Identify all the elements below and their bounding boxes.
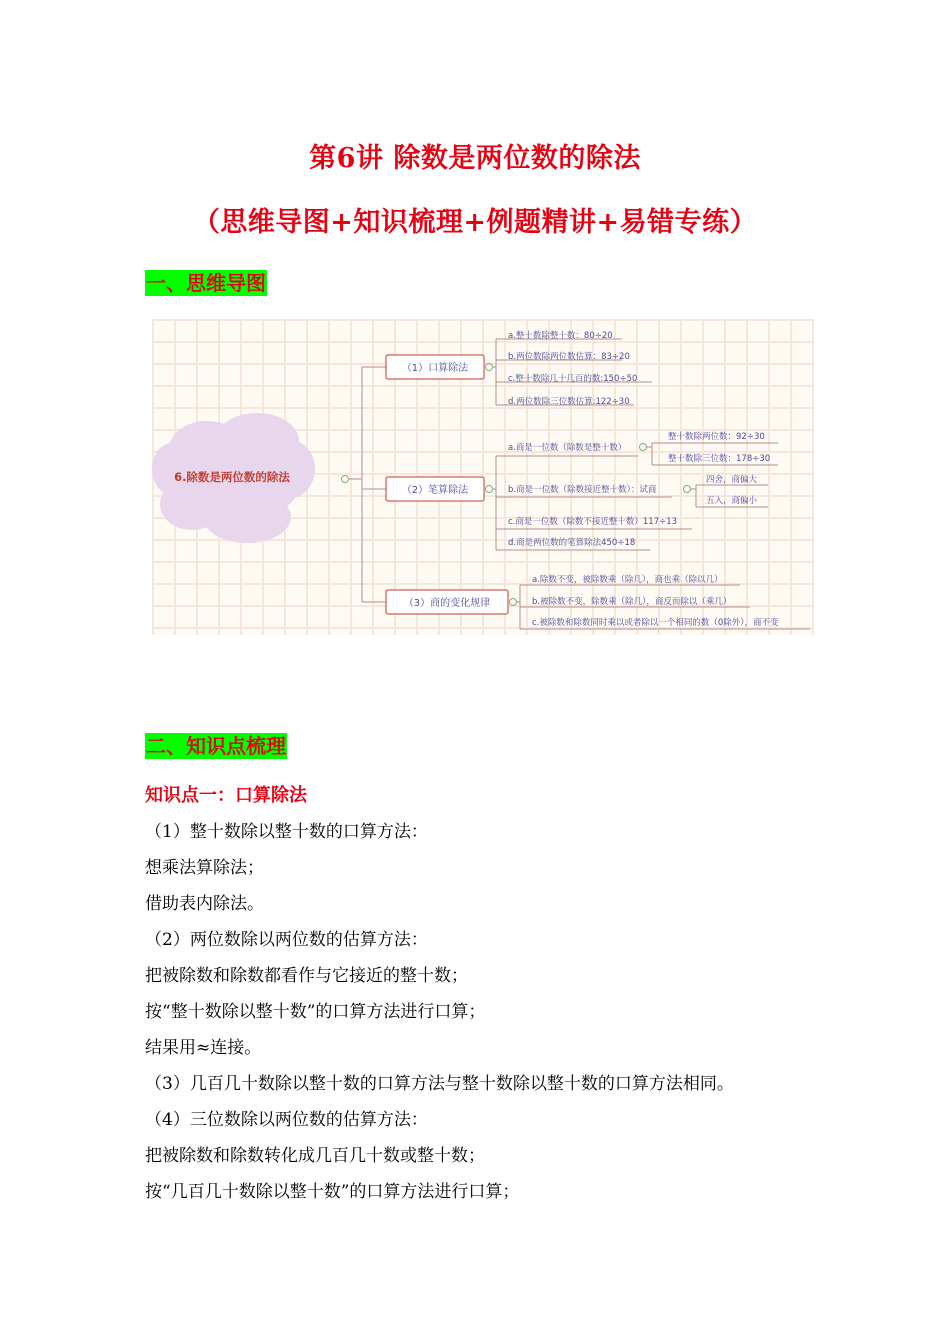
page-subtitle: （思维导图+知识梳理+例题精讲+易错专练） xyxy=(192,207,758,238)
branch-2-item-a: a.商是一位数（除数是整十数） xyxy=(508,443,627,453)
collapse-icon[interactable] xyxy=(640,444,647,451)
branch-2-sub-item: 整十数除三位数：178÷30 xyxy=(668,454,771,464)
branch-1-label: （1）口算除法 xyxy=(401,363,469,374)
branch-2-sub-item: 四舍，商偏大 xyxy=(706,475,758,485)
branch-3-item: a.除数不变，被除数乘（除几），商也乘（除以几） xyxy=(532,575,723,585)
branch-2-item-d: d.商是两位数的笔算除法450÷18 xyxy=(508,538,636,548)
knowledge-line: 按“几百几十数除以整十数”的口算方法进行口算； xyxy=(145,1182,520,1202)
knowledge-line: （3）几百几十数除以整十数的口算方法与整十数除以整十数的口算方法相同。 xyxy=(145,1074,734,1094)
branch-2-sub-item: 五入，商偏小 xyxy=(706,496,758,506)
branch-3-item: c.被除数和除数同时乘以或者除以一个相同的数（0除外），商不变 xyxy=(532,618,779,628)
section-heading-knowledge: 二、知识点梳理 xyxy=(146,734,286,758)
knowledge-line: （1）整十数除以整十数的口算方法： xyxy=(145,822,428,842)
branch-1-item: b.两位数除两位数估算：83÷20 xyxy=(508,352,630,362)
branch-1-item: c.整十数除几十几百的数:150÷50 xyxy=(508,374,638,384)
page-title: 第6讲 除数是两位数的除法 xyxy=(309,143,641,174)
knowledge-line: 结果用≈连接。 xyxy=(145,1038,262,1058)
collapse-icon[interactable] xyxy=(486,364,493,371)
root-label: 6.除数是两位数的除法 xyxy=(174,470,290,484)
section-heading-mindmap: 一、思维导图 xyxy=(146,271,266,295)
mind-map xyxy=(152,319,814,635)
branch-1-item: d.两位数除三位数估算:122÷30 xyxy=(508,397,630,407)
knowledge-line: 把被除数和除数都看作与它接近的整十数； xyxy=(145,966,468,986)
collapse-icon[interactable] xyxy=(510,599,517,606)
knowledge-line: （2）两位数除以两位数的估算方法： xyxy=(145,930,428,950)
branch-2-label: （2）笔算除法 xyxy=(401,485,469,496)
branch-3-item: b.被除数不变，除数乘（除几），商反而除以（乘几） xyxy=(532,597,732,607)
collapse-icon[interactable] xyxy=(486,486,493,493)
branch-2-item-c: c.商是一位数（除数不接近整十数）117÷13 xyxy=(508,517,678,527)
branch-3-label: （3）商的变化规律 xyxy=(403,598,491,609)
knowledge-line: 按“整十数除以整十数”的口算方法进行口算； xyxy=(145,1002,486,1022)
collapse-icon[interactable] xyxy=(684,486,691,493)
knowledge-line: 把被除数和除数转化成几百几十数或整十数； xyxy=(145,1146,485,1166)
knowledge-line: 想乘法算除法； xyxy=(145,858,264,878)
knowledge-line: 借助表内除法。 xyxy=(145,894,264,914)
collapse-icon[interactable] xyxy=(342,476,349,483)
branch-2-sub-item: 整十数除两位数：92÷30 xyxy=(668,432,765,442)
knowledge-point-heading: 知识点一：口算除法 xyxy=(145,785,307,806)
branch-2-item-b: b.商是一位数（除数接近整十数）：试商 xyxy=(508,485,657,495)
knowledge-line: （4）三位数除以两位数的估算方法： xyxy=(145,1110,428,1130)
branch-1-item: a.整十数除整十数：80÷20 xyxy=(508,331,613,341)
